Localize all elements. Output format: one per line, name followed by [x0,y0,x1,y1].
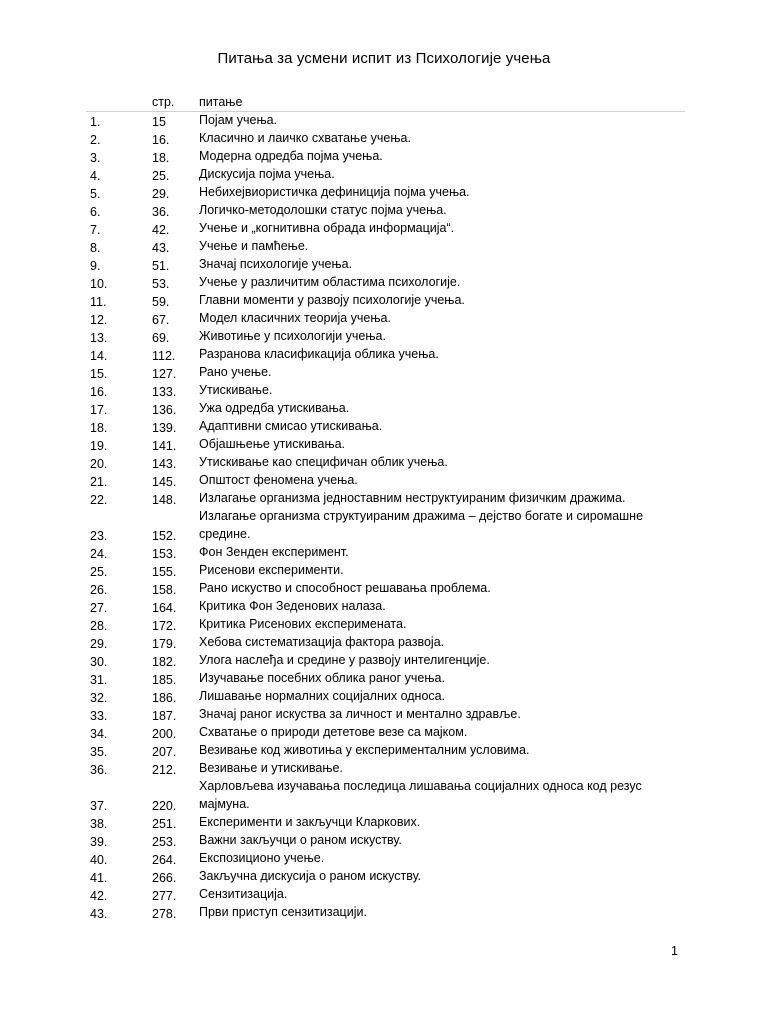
question-number: 41. [90,871,108,885]
table-row [0,508,768,544]
question-number: 7. [90,223,101,237]
page-reference: 220. [152,799,177,813]
question-text: Експерименти и закључци Кларкових. [199,815,421,829]
table-row [0,814,768,832]
question-number: 39. [90,835,108,849]
page-reference: 158. [152,583,177,597]
question-text: Општост феномена учења. [199,473,358,487]
table-row [0,472,768,490]
page-reference: 42. [152,223,170,237]
table-row [0,688,768,706]
page-reference: 253. [152,835,177,849]
question-number: 34. [90,727,108,741]
questions-table [0,112,768,922]
question-text: Модел класичних теорија учења. [199,311,391,325]
question-text: Везивање код животиња у експерименталним условима. [199,743,530,757]
page-reference: 155. [152,565,177,579]
table-row [0,742,768,760]
table-row [0,490,768,508]
question-number: 16. [90,385,108,399]
question-text: Дискусија појма учења. [199,167,335,181]
question-number: 40. [90,853,108,867]
question-text: Небихејвиористичка дефиниција појма учења. [199,185,470,199]
page-reference: 141. [152,439,177,453]
table-row [0,904,768,922]
question-text: Животиње у психологији учења. [199,329,386,343]
question-text: Учење и „когнитивна обрада информација“. [199,221,455,235]
table-row [0,886,768,904]
question-text: Експозиционо учење. [199,851,325,865]
table-row [0,166,768,184]
table-row [0,778,768,814]
page-reference: 143. [152,457,177,471]
question-text: Критика Рисенових експеримената. [199,617,407,631]
page-reference: 207. [152,745,177,759]
question-text: Излагање организма структуираним дражима – дејство богате и сиромашне средине. [199,509,644,541]
table-row [0,364,768,382]
table-row [0,328,768,346]
question-number: 43. [90,907,108,921]
question-number: 24. [90,547,108,561]
question-text: Изучавање посебних облика раног учења. [199,671,445,685]
question-text: Први приступ сензитизацији. [199,905,367,919]
table-row [0,724,768,742]
question-text: Значај психологије учења. [199,257,353,271]
table-row [0,652,768,670]
table-row [0,598,768,616]
page-reference: 187. [152,709,177,723]
question-number: 17. [90,403,108,417]
page-reference: 18. [152,151,170,165]
question-number: 18. [90,421,108,435]
question-number: 15. [90,367,108,381]
table-row [0,238,768,256]
question-text: Рисенови експерименти. [199,563,344,577]
page-reference: 36. [152,205,170,219]
page-reference: 51. [152,259,170,273]
question-number: 30. [90,655,108,669]
table-row [0,436,768,454]
table-row [0,418,768,436]
page-reference: 139. [152,421,177,435]
page-reference: 179. [152,637,177,651]
question-number: 23. [90,529,108,543]
question-number: 35. [90,745,108,759]
question-text: Сензитизација. [199,887,288,901]
table-row [0,310,768,328]
table-row [0,832,768,850]
page-reference: 133. [152,385,177,399]
table-row [0,670,768,688]
question-number: 25. [90,565,108,579]
question-number: 42. [90,889,108,903]
table-row [0,400,768,418]
table-row [0,130,768,148]
question-number: 19. [90,439,108,453]
question-number: 14. [90,349,108,363]
page-reference: 67. [152,313,170,327]
question-text: Излагање организма једноставним неструктуираним физичким дражима. [199,491,626,505]
question-text: Рано учење. [199,365,272,379]
question-number: 6. [90,205,101,219]
page-reference: 127. [152,367,177,381]
question-number: 26. [90,583,108,597]
table-row [0,256,768,274]
question-number: 12. [90,313,108,327]
question-number: 29. [90,637,108,651]
question-text: Модерна одредба појма учења. [199,149,383,163]
table-row [0,202,768,220]
question-number: 5. [90,187,101,201]
question-number: 10. [90,277,108,291]
question-text: Рано искуство и способност решавања проблема. [199,581,491,595]
table-row [0,112,768,130]
question-number: 36. [90,763,108,777]
page-reference: 153. [152,547,177,561]
question-number: 28. [90,619,108,633]
page-reference: 152. [152,529,177,543]
question-text: Везивање и утискивање. [199,761,343,775]
table-row [0,634,768,652]
page-reference: 264. [152,853,177,867]
page-reference: 200. [152,727,177,741]
page-reference: 15 [152,115,166,129]
page-reference: 145. [152,475,177,489]
table-row [0,346,768,364]
question-text: Значај раног искуства за личност и ментално здравље. [199,707,521,721]
question-number: 4. [90,169,101,183]
page-reference: 112. [152,349,176,363]
question-text: Критика Фон Зеденових налаза. [199,599,386,613]
page-column-header: стр. [152,95,175,109]
table-row [0,148,768,166]
table-row [0,850,768,868]
table-row [0,868,768,886]
question-text: Схватање о природи дететове везе са мајком. [199,725,468,739]
page-reference: 25. [152,169,170,183]
question-text: Логичко-методолошки статус појма учења. [199,203,447,217]
table-row [0,220,768,238]
page-reference: 16. [152,133,170,147]
question-number: 38. [90,817,108,831]
page-number: 1 [671,944,678,958]
table-row [0,544,768,562]
question-text: Учење у различитим областима психологије. [199,275,461,289]
question-number: 8. [90,241,101,255]
page-reference: 186. [152,691,177,705]
page-reference: 59. [152,295,170,309]
table-row [0,706,768,724]
question-number: 32. [90,691,108,705]
table-row [0,760,768,778]
table-row [0,274,768,292]
question-text: Учење и памћење. [199,239,309,253]
question-text: Адаптивни смисао утискивања. [199,419,383,433]
page-reference: 53. [152,277,170,291]
question-number: 1. [90,115,101,129]
table-row [0,580,768,598]
page-reference: 278. [152,907,177,921]
question-number: 9. [90,259,101,273]
table-row [0,454,768,472]
question-text: Хебова систематизација фактора развоја. [199,635,445,649]
question-text: Утискивање као специфичан облик учења. [199,455,448,469]
question-text: Главни моменти у развоју психологије учења. [199,293,465,307]
question-text: Ужа одредба утискивања. [199,401,350,415]
question-text: Харловљева изучавања последица лишавања социјалних односа код резус мајмуна. [199,779,642,811]
page-reference: 136. [152,403,177,417]
page-reference: 182. [152,655,177,669]
question-text: Разранова класификација облика учења. [199,347,439,361]
table-row [0,616,768,634]
question-number: 31. [90,673,108,687]
page-reference: 29. [152,187,170,201]
table-row [0,562,768,580]
question-number: 11. [90,295,107,309]
question-text: Закључна дискусија о раном искуству. [199,869,422,883]
page-reference: 185. [152,673,177,687]
question-text: Фон Зенден експеримент. [199,545,349,559]
page-reference: 266. [152,871,177,885]
page-reference: 69. [152,331,170,345]
table-row [0,382,768,400]
table-row [0,292,768,310]
page-reference: 251. [152,817,177,831]
document-title: Питања за усмени испит из Психологије учења [217,50,551,67]
question-text: Класично и лаичко схватање учења. [199,131,411,145]
question-text: Важни закључци о раном искуству. [199,833,402,847]
question-text: Појам учења. [199,113,278,127]
question-number: 21. [90,475,108,489]
question-number: 22. [90,493,108,507]
page-reference: 148. [152,493,177,507]
question-number: 13. [90,331,108,345]
question-number: 27. [90,601,108,615]
page-reference: 43. [152,241,170,255]
page-reference: 277. [152,889,177,903]
page-reference: 164. [152,601,177,615]
question-text: Утискивање. [199,383,273,397]
question-number: 33. [90,709,108,723]
table-row [0,184,768,202]
page-reference: 212. [152,763,177,777]
question-number: 2. [90,133,101,147]
question-text: Лишавање нормалних социјалних односа. [199,689,446,703]
question-number: 3. [90,151,101,165]
page-reference: 172. [152,619,177,633]
question-text: Објашњење утискивања. [199,437,346,451]
question-number: 37. [90,799,108,813]
question-column-header: питање [199,95,243,109]
question-number: 20. [90,457,108,471]
question-text: Улога наслеђа и средине у развоју интелигенције. [199,653,490,667]
